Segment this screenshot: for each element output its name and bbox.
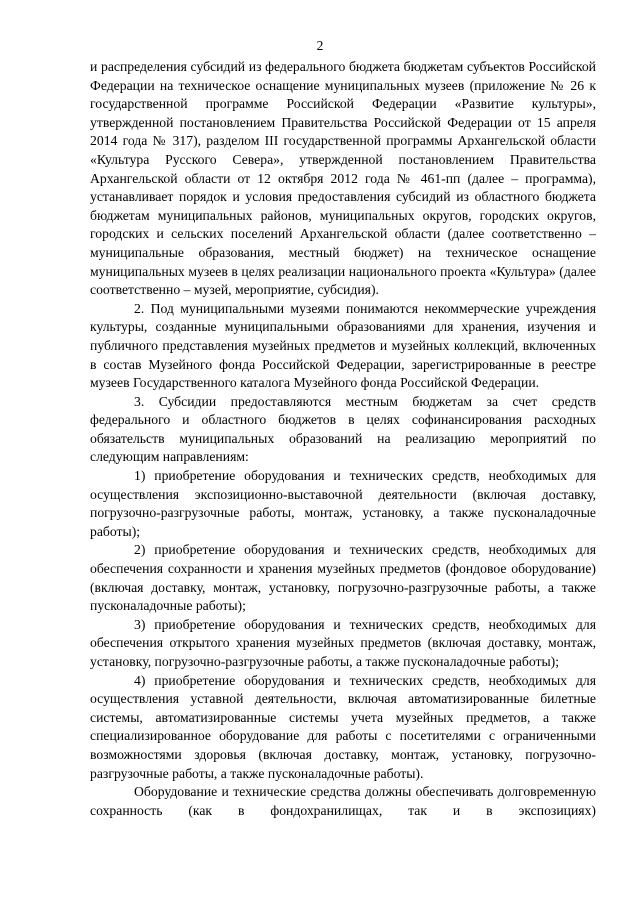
list-item-4: 4) приобретение оборудования и технических средств, необходимых для осуществления уставной деятельности, включая автоматизированные билетные системы, автоматизированные системы учета музейных предметов, а также специализированное оборудование для работы с посетителями с ограниченными возможностями здоровья (включая доставку, монтаж, установку, погрузочно-разгрузочные работы, а также пусконаладочные работы). — [90, 672, 596, 781]
paragraph-equipment: Оборудование и технические средства должны обеспечивать долговременную сохранность (как в фондохранилищах, так и в экспозициях) — [90, 784, 596, 818]
list-item-2: 2) приобретение оборудования и технических средств, необходимых для обеспечения сохранности и хранения музейных предметов (фондовое оборудование) (включая доставку, монтаж, установку, погрузочно-разгрузочные работы, а также пусконаладочные работы); — [90, 542, 596, 614]
paragraph-2: 2. Под муниципальными музеями понимаются некоммерческие учреждения культуры, созданные муниципальными образованиями для хранения, изучения и публичного представления музейных предметов и музейных коллекций, включенных в состав Музейного фонда Российской Федерации, зарегистрированные в реестре музеев Государственного каталога Музейного фонда Российской Федерации. — [90, 300, 596, 391]
page-number: 2 — [316, 38, 324, 53]
list-item-1: 1) приобретение оборудования и технических средств, необходимых для осуществления экспозиционно-выставочной деятельности (включая доставку, погрузочно-разгрузочные работы, монтаж, установку, а также пусконаладочные работы); — [90, 468, 596, 539]
document-body — [90, 58, 596, 820]
paragraph-intro-continuation: и распределения субсидий из федерального бюджета бюджетам субъектов Российской Федерации на техническое оснащение муниципальных музеев (приложение № 26 к государственной программе Российской Федерации «Развитие культуры», утвержденной постановлением Правительства Российской Федерации от 15 апреля 2014 года № 317), разделом III государственной программы Архангельской области «Культура Русского Севера», утвержденной постановлением Правительства Архангельской области от 12 октября 2012 года № 461-пп (далее – программа), устанавливает порядок и условия предоставления субсидий из областного бюджета бюджетам муниципальных районов, муниципальных округов, городских округов, городских и сельских поселений Архангельской области (далее соответственно – муниципальные образования, местный бюджет) на техническое оснащение муниципальных музеев в целях реализации национального проекта «Культура» (далее соответственно – музей, мероприятие, субсидия). — [90, 59, 596, 298]
list-item-3: 3) приобретение оборудования и технических средств, необходимых для обеспечения открытого хранения музейных предметов (включая доставку, монтаж, установку, погрузочно-разгрузочные работы, а также пусконаладочные работы); — [90, 616, 596, 669]
paragraph-3: 3. Субсидии предоставляются местным бюджетам за счет средств федерального и областного бюджетов в целях софинансирования расходных обязательств муниципальных образований на реализацию мероприятий по следующим направлениям: — [90, 393, 596, 465]
